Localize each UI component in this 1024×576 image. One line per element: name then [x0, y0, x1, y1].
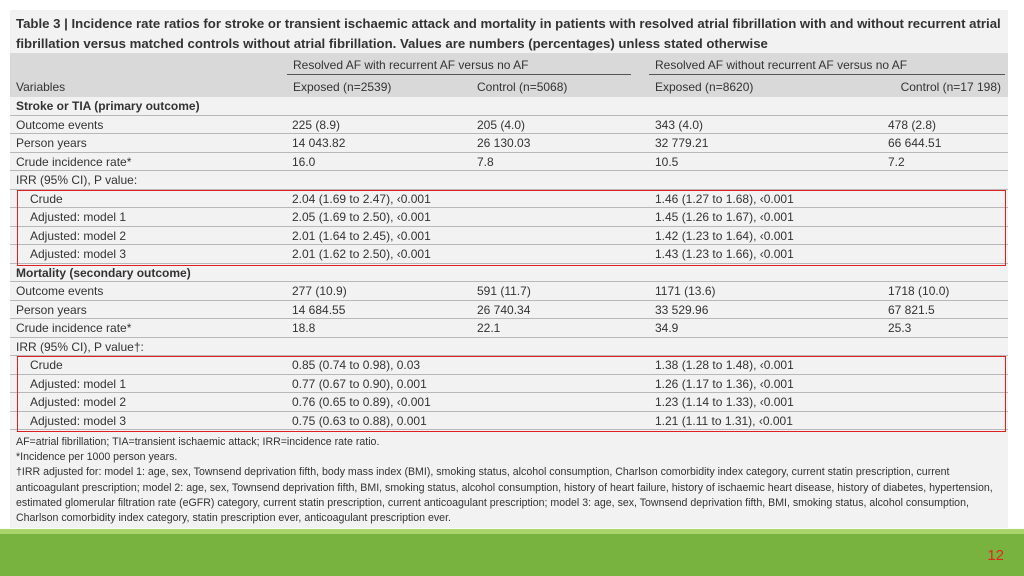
table-cell: 1.38 (1.28 to 1.48), ‹0.001 — [655, 358, 794, 372]
table-cell: 18.8 — [292, 321, 316, 335]
table-cell: 0.85 (0.74 to 0.98), 0.03 — [292, 358, 421, 372]
table-row — [10, 338, 1008, 357]
footer-bar — [0, 534, 1024, 576]
table-cell: 33 529.96 — [655, 302, 709, 317]
row-label: Outcome events — [16, 284, 104, 298]
row-label: Adjusted: model 2 — [30, 395, 127, 409]
table-cell: 10.5 — [655, 154, 679, 169]
table-cell: 1718 (10.0) — [888, 284, 950, 298]
mortality-irr-highlight — [17, 356, 1006, 432]
table-cell: 343 (4.0) — [655, 117, 704, 132]
table-cell: 1.46 (1.27 to 1.68), ‹0.001 — [655, 191, 794, 206]
group1-header: Resolved AF with recurrent AF versus no AF — [293, 58, 529, 72]
row-label: IRR (95% CI), P value: — [16, 173, 138, 187]
section-row — [10, 264, 1008, 283]
table-cell: 1.43 (1.23 to 1.66), ‹0.001 — [655, 247, 794, 261]
exposed1-header: Exposed (n=2539) — [293, 80, 392, 94]
row-label: Crude incidence rate* — [16, 154, 132, 169]
footnotes — [16, 435, 1006, 526]
row-label: Outcome events — [16, 117, 104, 132]
table-row — [10, 301, 1008, 320]
row-label: Person years — [16, 302, 87, 317]
table-cell: 7.8 — [477, 154, 494, 169]
row-label: Crude incidence rate* — [16, 321, 132, 335]
section-row — [10, 97, 1008, 116]
row-label: Adjusted: model 1 — [30, 210, 127, 224]
footnote-abbreviations: AF=atrial fibrillation; TIA=transient ischaemic attack; IRR=incidence rate ratio. — [16, 436, 380, 448]
group2-rule — [649, 74, 1005, 75]
table-cell: 591 (11.7) — [477, 284, 531, 298]
row-label: Mortality (secondary outcome) — [16, 265, 191, 280]
table-cell: 1171 (13.6) — [655, 284, 716, 298]
table-cell: 478 (2.8) — [888, 117, 937, 132]
group1-rule — [287, 74, 631, 75]
row-label: Adjusted: model 3 — [30, 413, 127, 428]
table-cell: 16.0 — [292, 154, 316, 169]
table-cell: 1.26 (1.17 to 1.36), ‹0.001 — [655, 376, 794, 391]
row-label: Stroke or TIA (primary outcome) — [16, 99, 200, 113]
table-cell: 277 (10.9) — [292, 284, 347, 298]
table-cell: 26 740.34 — [477, 302, 531, 317]
table-cell: 0.76 (0.65 to 0.89), ‹0.001 — [292, 395, 431, 409]
table-cell: 14 684.55 — [292, 302, 346, 317]
row-label: Adjusted: model 1 — [30, 376, 127, 391]
row-label: Crude — [30, 358, 63, 372]
table-row — [10, 134, 1008, 153]
table-cell: 1.23 (1.14 to 1.33), ‹0.001 — [655, 395, 794, 409]
table-cell: 2.04 (1.69 to 2.47), ‹0.001 — [292, 191, 431, 206]
table-row — [10, 153, 1008, 172]
table-cell: 2.01 (1.64 to 2.45), ‹0.001 — [292, 228, 431, 243]
table-cell: 22.1 — [477, 321, 501, 335]
table-row — [10, 319, 1008, 338]
variables-header: Variables — [16, 80, 66, 94]
table-cell: 1.45 (1.26 to 1.67), ‹0.001 — [655, 210, 794, 224]
exposed2-header: Exposed (n=8620) — [655, 80, 754, 94]
table-cell: 225 (8.9) — [292, 117, 341, 132]
row-label: IRR (95% CI), P value†: — [16, 339, 144, 354]
table-cell: 14 043.82 — [292, 136, 346, 150]
control1-header: Control (n=5068) — [477, 80, 568, 94]
row-label: Adjusted: model 3 — [30, 247, 127, 261]
group2-header: Resolved AF without recurrent AF versus no AF — [655, 58, 908, 72]
table-cell: 32 779.21 — [655, 136, 709, 150]
table-row — [10, 282, 1008, 301]
table-cell: 1.42 (1.23 to 1.64), ‹0.001 — [655, 228, 794, 243]
table-cell: 0.75 (0.63 to 0.88), 0.001 — [292, 413, 427, 428]
slide-number: 12 — [987, 547, 1004, 564]
table-cell: 0.77 (0.67 to 0.90), 0.001 — [292, 376, 427, 391]
table-cell: 1.21 (1.11 to 1.31), ‹0.001 — [655, 413, 793, 428]
table-cell: 205 (4.0) — [477, 117, 526, 132]
footnote-incidence: *Incidence per 1000 person years. — [16, 451, 178, 464]
footnote-adjustment: †IRR adjusted for: model 1: age, sex, Townsend deprivation fifth, body mass index (BMI), smoking status, alcohol consumption, Charlson comorbidity index category, current statin prescription, current anticoagulant prescription; model 2: age, sex, Townsend deprivation fifth, BMI, smoking status, alcohol consumption, history of heart failure, history of ischaemic heart disease, history of diabetes, hypertension, estimated glomerular filtration rate (eGFR) category, current statin prescription, current anticoagulant prescription; model 3: age, sex, Townsend deprivation fifth, BMI, smoking status, alcohol consumption, Charlson comorbidity index category, statin prescription ever, anticoagulant prescription ever. — [16, 466, 993, 525]
row-label: Adjusted: model 2 — [30, 228, 127, 243]
control2-header: Control (n=17 198) — [900, 80, 1001, 94]
stroke-irr-highlight — [17, 190, 1006, 266]
table-row — [10, 116, 1008, 135]
table-cell: 26 130.03 — [477, 136, 531, 150]
row-label: Crude — [30, 191, 63, 206]
table-cell: 7.2 — [888, 154, 905, 169]
row-label: Person years — [16, 136, 87, 150]
table-cell: 66 644.51 — [888, 136, 942, 150]
table-cell: 67 821.5 — [888, 302, 935, 317]
table-cell: 34.9 — [655, 321, 679, 335]
table-cell: 25.3 — [888, 321, 912, 335]
table-title: Table 3 | Incidence rate ratios for stroke or transient ischaemic attack and mortality in patients with resolved atrial fibrillation with and without recurrent atrial fibrillation versus matched controls without atrial fibrillation. Values are numbers (percentages) unless stated otherwise — [16, 16, 1001, 51]
table-cell: 2.01 (1.62 to 2.50), ‹0.001 — [292, 247, 431, 261]
table-row — [10, 171, 1008, 190]
table-cell: 2.05 (1.69 to 2.50), ‹0.001 — [292, 210, 431, 224]
